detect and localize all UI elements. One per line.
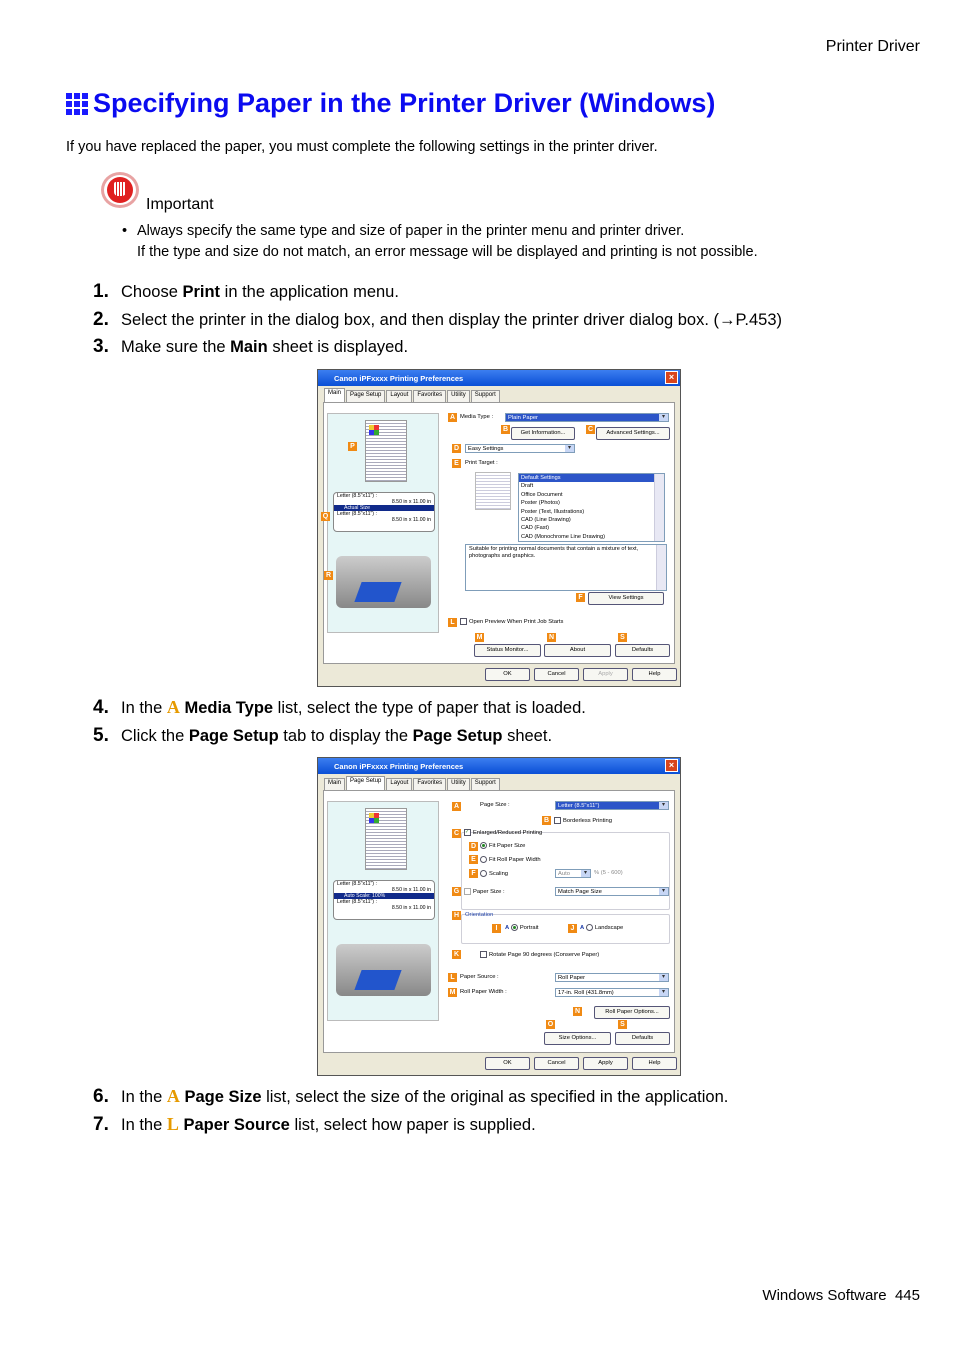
list-item[interactable]: Poster (Photos): [521, 500, 560, 507]
step-1: 1. Choose Print in the application menu.: [93, 281, 399, 302]
roll-paper-options-button[interactable]: Roll Paper Options...: [594, 1006, 670, 1019]
marker-m: M: [476, 634, 483, 641]
tab-main[interactable]: Main: [324, 388, 345, 402]
list-item[interactable]: Draft: [521, 483, 534, 490]
tab-utility[interactable]: Utility: [447, 778, 470, 790]
size-info-box: Letter (8.5"x11") : 8.50 in x 11.00 in Auto Scale: 100% Letter (8.5"x11") : 8.50 in x 11.00 in: [333, 880, 435, 920]
open-preview-checkbox[interactable]: Open Preview When Print Job Starts: [460, 618, 563, 625]
roll-width-select[interactable]: 17-in. Roll (431.8mm) ▾: [555, 988, 669, 997]
landscape-radio[interactable]: A Landscape: [580, 925, 624, 932]
marker-h: H: [453, 912, 460, 919]
list-item[interactable]: Default Settings: [519, 474, 664, 482]
step-7: 7. In the L Paper Source list, select how paper is supplied.: [93, 1114, 536, 1135]
step-number: 6.: [93, 1086, 109, 1107]
step-2: [93, 309, 782, 331]
printer-illustration: [336, 944, 431, 996]
marker-e: E: [469, 855, 478, 864]
description-box: Suitable for printing normal documents that contain a mixture of text, photographs and graphics.: [465, 544, 667, 591]
intro-text: If you have replaced the paper, you must complete the following settings in the printer driver.: [66, 139, 658, 155]
advanced-settings-button[interactable]: Advanced Settings...: [596, 427, 670, 440]
fit-paper-size-radio[interactable]: Fit Paper Size: [480, 842, 525, 849]
about-button[interactable]: About: [544, 644, 611, 657]
scale-band: Auto Scale: 100%: [334, 893, 434, 899]
media-type-select[interactable]: Plain Paper ▾: [505, 413, 669, 422]
important-line-1: Always specify the same type and size of paper in the printer menu and printer driver.: [137, 223, 685, 239]
step-number: 1.: [93, 281, 109, 302]
size-info-box: Letter (8.5"x11") : 8.50 in x 11.00 in Actual Size Letter (8.5"x11") : 8.50 in x 11.00 in: [333, 492, 435, 532]
media-type-label: Media Type :: [460, 414, 494, 420]
footer-section: Windows Software: [762, 1287, 887, 1304]
important-label: Important: [146, 196, 214, 213]
scaling-range: % (5 - 600): [594, 870, 623, 876]
marker-r: R: [325, 572, 332, 579]
page-preview-thumbnail: [365, 808, 407, 870]
page-title-row: [66, 88, 715, 119]
close-icon[interactable]: ×: [665, 759, 678, 772]
orientation-label: Orientation: [465, 912, 494, 918]
marker-s: S: [618, 633, 627, 642]
scrollbar[interactable]: [654, 474, 664, 541]
printing-preferences-main-dialog: [317, 369, 681, 687]
list-item[interactable]: CAD (Fast): [521, 525, 549, 532]
tab-support[interactable]: Support: [471, 778, 500, 790]
ok-button[interactable]: OK: [485, 1057, 530, 1070]
marker-b: B: [543, 817, 550, 824]
important-hand-icon: [101, 172, 139, 208]
ok-button[interactable]: OK: [485, 668, 530, 681]
tab-page-setup[interactable]: Page Setup: [346, 390, 385, 402]
marker-a: A: [453, 803, 460, 810]
tab-main[interactable]: Main: [324, 778, 345, 790]
step-number: 3.: [93, 336, 109, 357]
portrait-radio[interactable]: A Portrait: [505, 925, 539, 932]
borderless-checkbox[interactable]: Borderless Printing: [554, 817, 612, 824]
status-monitor-button[interactable]: Status Monitor...: [474, 644, 541, 657]
marker-g: G: [453, 888, 460, 895]
marker-m: M: [449, 989, 456, 996]
step-text: Select the printer in the dialog box, and then display the printer driver dialog box. (→P.453): [121, 311, 783, 329]
roll-width-label: Roll Paper Width :: [460, 989, 507, 995]
print-target-list[interactable]: [518, 473, 665, 542]
list-item[interactable]: Poster (Text, Illustrations): [521, 508, 585, 515]
marker-q: Q: [322, 513, 329, 520]
easy-settings-select[interactable]: Easy Settings ▾: [465, 444, 575, 453]
step-number: 4.: [93, 697, 109, 718]
get-information-button[interactable]: Get Information...: [511, 427, 575, 440]
list-item[interactable]: Office Document: [521, 491, 563, 498]
apply-button[interactable]: Apply: [583, 668, 628, 681]
page-preview-thumbnail: [365, 420, 407, 482]
step-6: 6. In the A Page Size list, select the size of the original as specified in the application.: [93, 1086, 729, 1107]
scale-band: Actual Size: [334, 505, 434, 511]
marker-e: E: [452, 459, 461, 468]
apply-button[interactable]: Apply: [583, 1057, 628, 1070]
marker-p: P: [348, 442, 357, 451]
marker-o: O: [547, 1021, 554, 1028]
scaling-spinner[interactable]: Auto ▾: [555, 869, 591, 878]
running-header: Printer Driver: [825, 38, 920, 55]
tab-layout[interactable]: Layout: [386, 390, 412, 402]
cancel-button[interactable]: Cancel: [534, 1057, 579, 1070]
tab-utility[interactable]: Utility: [447, 390, 470, 402]
tab-layout[interactable]: Layout: [386, 778, 412, 790]
marker-l: L: [448, 973, 457, 982]
dialog-title: Canon iPFxxxx Printing Preferences: [334, 373, 464, 383]
print-target-thumbnail: [475, 472, 511, 510]
marker-s: S: [618, 1020, 627, 1029]
tab-support[interactable]: Support: [471, 390, 500, 402]
view-settings-button[interactable]: View Settings: [588, 592, 664, 605]
important-bullet: • Always specify the same type and size of paper in the printer menu and printer driver. If the type and size do not match, an error message will be displayed and printing is not possible.: [122, 221, 758, 263]
marker-l: L: [448, 618, 457, 627]
printer-illustration: [336, 556, 431, 608]
marker-a: A: [449, 414, 456, 421]
callout-letter: A: [166, 697, 180, 717]
dialog-tabs: [324, 390, 501, 402]
page-title: Specifying Paper in the Printer Driver (Windows): [93, 88, 716, 118]
marker-c: C: [587, 426, 594, 433]
tab-favorites[interactable]: Favorites: [413, 778, 446, 790]
enlarged-reduced-checkbox[interactable]: ✓ Enlarged/Reduced Printing: [464, 829, 542, 836]
step-4: 4. In the A Media Type list, select the type of paper that is loaded.: [93, 697, 586, 718]
close-icon[interactable]: ×: [665, 371, 678, 384]
step-3: 3. Make sure the Main sheet is displayed.: [93, 336, 409, 357]
dialog-tabs: [324, 778, 501, 790]
step-number: 2.: [93, 309, 109, 330]
list-item[interactable]: CAD (Line Drawing): [521, 517, 571, 524]
section-grid-icon: [66, 93, 88, 115]
marker-f: F: [469, 869, 478, 878]
defaults-button[interactable]: Defaults: [615, 644, 670, 657]
marker-n: N: [548, 634, 555, 641]
page-size-select[interactable]: Letter (8.5"x11") ▾: [555, 801, 669, 810]
size-options-button[interactable]: Size Options...: [544, 1032, 611, 1045]
marker-c: C: [453, 830, 460, 837]
page-number: 445: [894, 1287, 920, 1304]
page-size-label: Page Size :: [480, 802, 510, 808]
list-item[interactable]: CAD (Monochrome Line Drawing): [521, 533, 605, 540]
step-number: 7.: [93, 1114, 109, 1135]
page-footer: [762, 1287, 920, 1304]
print-target-label: Print Target :: [465, 460, 498, 466]
marker-j: J: [568, 924, 577, 933]
marker-b: B: [502, 426, 509, 433]
marker-d: D: [470, 843, 477, 850]
preview-area: [327, 801, 439, 1021]
callout-letter: L: [166, 1114, 179, 1134]
step-5: 5. Click the Page Setup tab to display the Page Setup sheet.: [93, 725, 553, 746]
fit-roll-width-radio[interactable]: Fit Roll Paper Width: [480, 856, 541, 863]
paper-source-label: Paper Source :: [460, 974, 499, 980]
preview-area: [327, 413, 439, 633]
printing-preferences-page-setup-dialog: [317, 757, 681, 1076]
paper-size-label: Paper Size :: [464, 888, 505, 895]
marker-n: N: [574, 1008, 581, 1015]
help-button[interactable]: Help: [632, 1057, 677, 1070]
dialog-title: Canon iPFxxxx Printing Preferences: [334, 761, 464, 771]
marker-d: D: [453, 445, 460, 452]
tab-page-setup[interactable]: Page Setup: [346, 776, 385, 790]
marker-f: F: [576, 593, 585, 602]
cancel-button[interactable]: Cancel: [534, 668, 579, 681]
callout-letter: A: [166, 1086, 180, 1106]
step-number: 5.: [93, 725, 109, 746]
rotate-page-checkbox[interactable]: Rotate Page 90 degrees (Conserve Paper): [480, 951, 599, 958]
marker-k: K: [453, 951, 460, 958]
paper-size-select[interactable]: Match Page Size ▾: [555, 887, 669, 896]
help-button[interactable]: Help: [632, 668, 677, 681]
important-line-2: If the type and size do not match, an error message will be displayed and printing is not possible.: [137, 244, 758, 260]
scaling-radio[interactable]: Scaling: [480, 870, 508, 877]
defaults-button[interactable]: Defaults: [615, 1032, 670, 1045]
marker-i: I: [492, 924, 501, 933]
tab-favorites[interactable]: Favorites: [413, 390, 446, 402]
paper-source-select[interactable]: Roll Paper ▾: [555, 973, 669, 982]
